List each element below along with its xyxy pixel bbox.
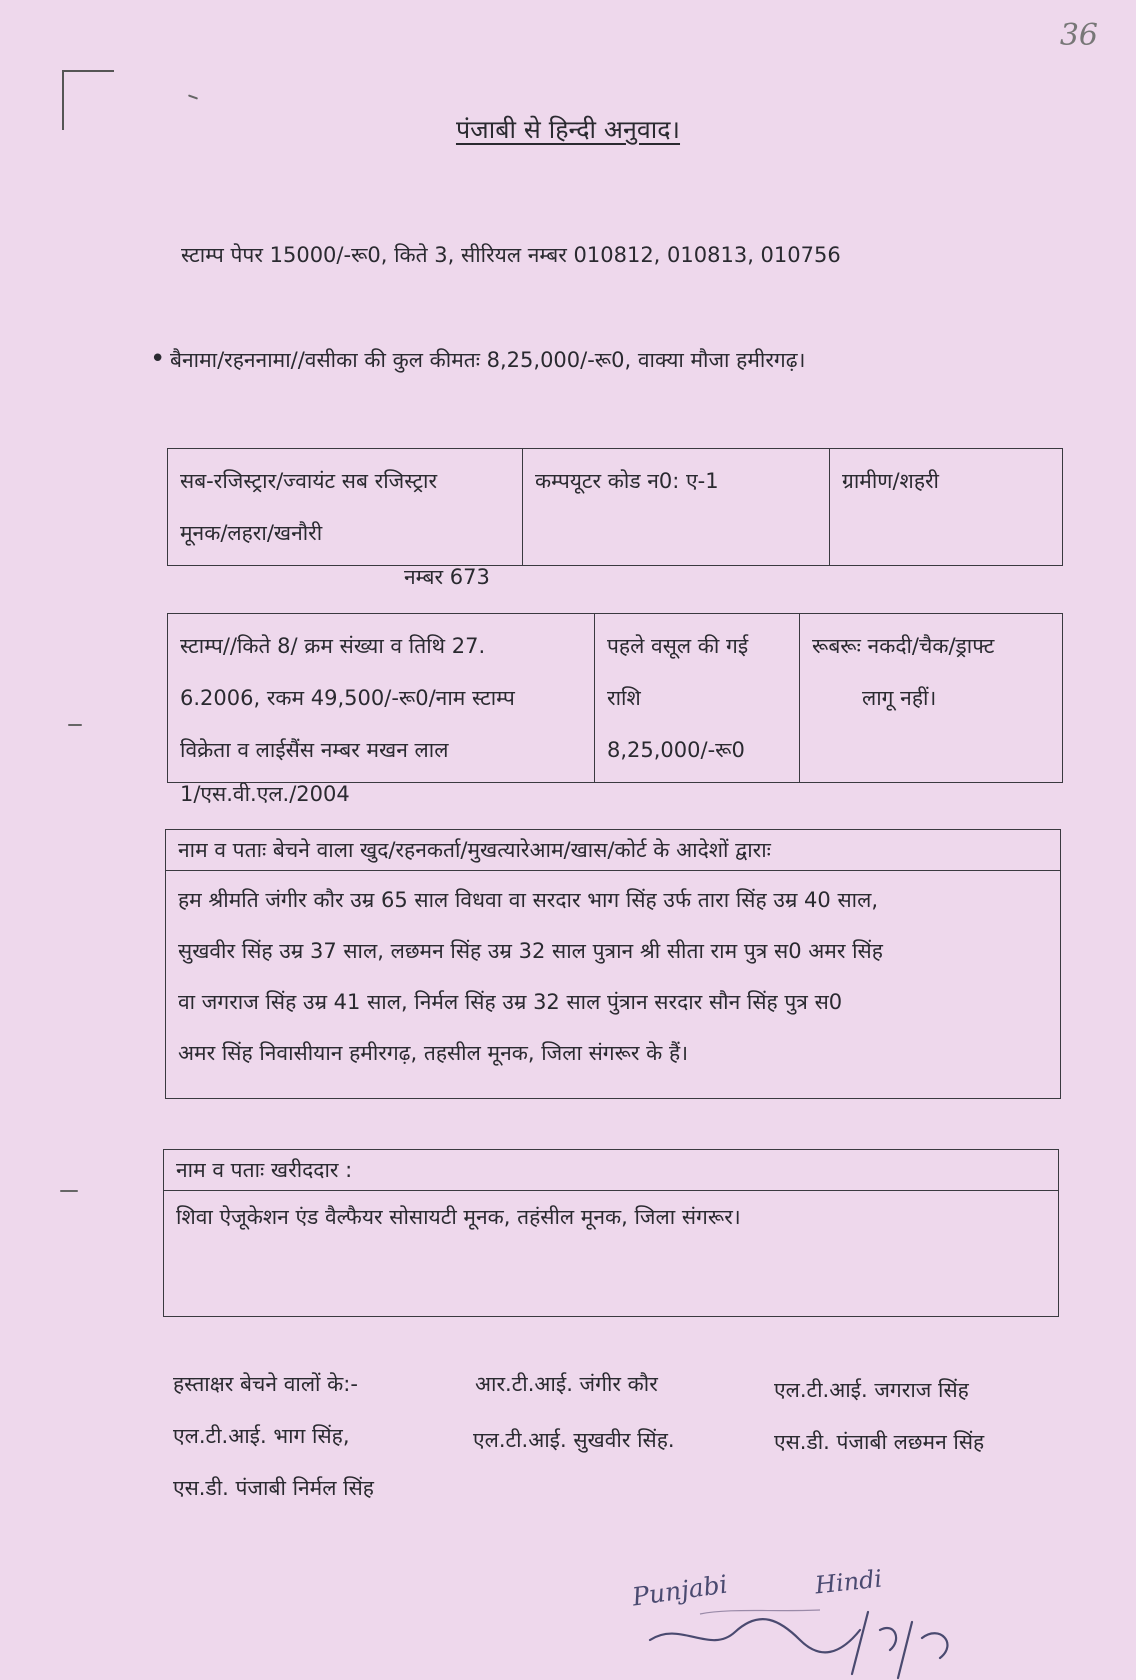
stamp-detail-line: स्टाम्प//किते 8/ क्रम संख्या व तिथि 27. (180, 634, 486, 658)
document-title: पंजाबी से हिन्दी अनुवाद। (455, 115, 681, 144)
stray-mark (60, 1190, 78, 1192)
signature-entry: एस.डी. पंजाबी लछमन सिंह (774, 1430, 985, 1454)
registrar-locations: मूनक/लहरा/खनौरी (180, 521, 323, 545)
total-value-line: बैनामा/रहननामा//वसीका की कुल कीमतः 8,25,000/-रू0, वाक्या मौजा हमीरगढ़। (170, 348, 806, 372)
registrar-label: सब-रजिस्ट्रार/ज्वायंट सब रजिस्ट्रार (180, 469, 438, 493)
seller-line: सुखवीर सिंह उम्र 37 साल, लछमन सिंह उम्र 32 साल पुत्रान श्री सीता राम पुत्र स0 अमर सिंह (178, 939, 883, 963)
signature-entry: एल.टी.आई. जगराज सिंह (774, 1378, 969, 1402)
buyer-details: शिवा ऐजूकेशन एंड वैल्फैयर सोसायटी मूनक, तहंसील मूनक, जिला संगरूर। (176, 1205, 741, 1229)
buyer-box (163, 1149, 1059, 1317)
signature-entry: एल.टी.आई. सुखवीर सिंह. (473, 1428, 675, 1452)
signatures-label: हस्ताक्षर बेचने वालों के:- (173, 1372, 358, 1396)
page-number: 36 (1059, 18, 1098, 53)
handwritten-word: Hindi (813, 1564, 884, 1600)
payment-mode-value: लागू नहीं। (862, 686, 937, 710)
handwritten-word: Punjabi (630, 1569, 730, 1612)
stray-mark (188, 94, 198, 99)
signature-entry: एस.डी. पंजाबी निर्मल सिंह (173, 1476, 374, 1500)
amount-value: 8,25,000/-रू0 (607, 738, 745, 762)
registry-number: नम्बर 673 (404, 565, 490, 589)
seller-details (166, 871, 1060, 1083)
bullet-dot: • (150, 344, 166, 374)
computer-code: कम्पयूटर कोड न0: ए-1 (523, 449, 830, 566)
rural-urban: ग्रामीण/शहरी (830, 449, 1063, 566)
license-number: 1/एस.वी.एल./2004 (180, 782, 350, 806)
buyer-heading: नाम व पताः खरीददार : (164, 1150, 1058, 1191)
seller-line: अमर सिंह निवासीयान हमीरगढ़, तहसील मूनक, जिला संगरूर के हैं। (178, 1041, 689, 1065)
signature-scribble (640, 1600, 980, 1680)
amount-label: राशि (607, 686, 641, 710)
stamp-details-table (167, 613, 1063, 783)
registrar-table (167, 448, 1063, 566)
corner-mark (62, 70, 114, 72)
signature-entry: एल.टी.आई. भाग सिंह, (173, 1424, 350, 1448)
amount-label: पहले वसूल की गई (607, 634, 749, 658)
signature-entry: आर.टी.आई. जंगीर कौर (475, 1372, 658, 1396)
stamp-detail-line: 6.2006, रकम 49,500/-रू0/नाम स्टाम्प (180, 686, 515, 710)
payment-mode-label: रूबरूः नकदी/चैक/ड्राफ्ट (812, 634, 995, 658)
seller-line: हम श्रीमति जंगीर कौर उम्र 65 साल विधवा वा सरदार भाग सिंह उर्फ तारा सिंह उम्र 40 साल, (178, 888, 879, 912)
stamp-paper-line: स्टाम्प पेपर 15000/-रू0, किते 3, सीरियल नम्बर 010812, 010813, 010756 (181, 243, 841, 267)
stamp-detail-line: विक्रेता व लाईसैंस नम्बर मखन लाल (180, 738, 449, 762)
seller-box (165, 829, 1061, 1099)
stray-mark (68, 724, 82, 726)
seller-heading: नाम व पताः बेचने वाला खुद/रहनकर्ता/मुखत्यारेआम/खास/कोर्ट के आदेशों द्वाराः (166, 830, 1060, 871)
seller-line: वा जगराज सिंह उम्र 41 साल, निर्मल सिंह उम्र 32 साल पुंत्रान सरदार सौन सिंह पुत्र स0 (178, 990, 843, 1014)
